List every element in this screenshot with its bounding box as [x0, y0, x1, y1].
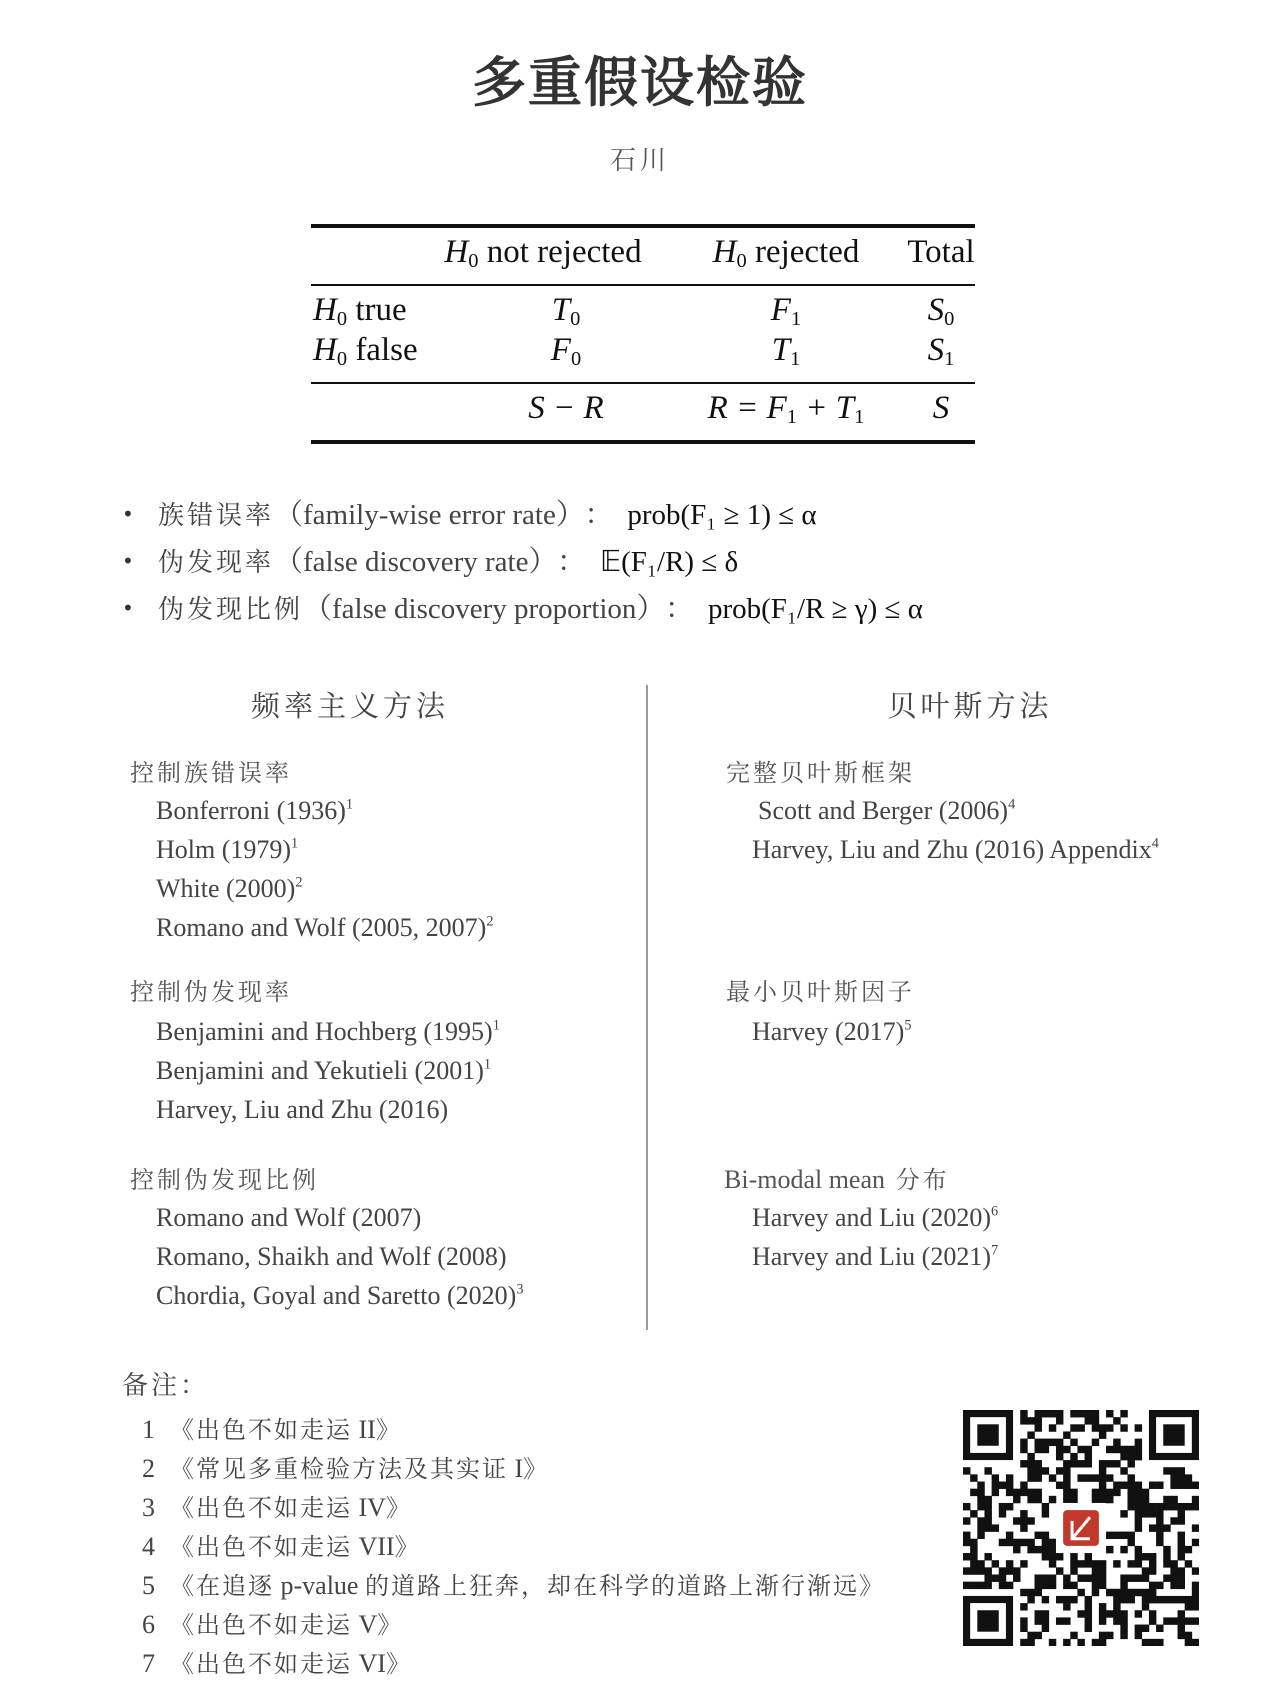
note-item: 3 《出色不如走运 IV》	[142, 1493, 412, 1522]
reference: Benjamini and Hochberg $(1995)^1$	[156, 1017, 500, 1046]
note-item: 6 《出色不如走运 V》	[142, 1610, 404, 1639]
header-not-rejected: $H_0$ not rejected	[444, 234, 642, 273]
table-bottom-rule	[311, 440, 975, 444]
cell-s1: $S_1$	[927, 332, 955, 371]
page-title: 多重假设检验	[472, 51, 808, 114]
reference: Harvey, Liu and Zhu (2016)	[156, 1095, 449, 1124]
note-item: 5 《在追逐 p-value 的道路上狂奔，却在科学的道路上渐行渐远》	[142, 1571, 885, 1600]
reference: Scott and Berger $(2006)^4$	[758, 796, 1016, 825]
bullet-dot-icon: •	[122, 596, 134, 620]
table-header-rule	[311, 284, 975, 286]
reference: Chordia, Goyal and Saretto $(2020)^3$	[156, 1281, 524, 1310]
cell-t0: $T_0$	[551, 292, 581, 331]
cell-f1: $F_1$	[770, 292, 802, 331]
notes-title: 备注：	[122, 1371, 210, 1401]
reference: Romano and Wolf (2005, 2007)$^2$	[156, 913, 494, 942]
total-r: $R = F_1 + T_1$	[707, 390, 865, 429]
reference: Holm $(1979)^1$	[156, 835, 299, 864]
section-title: 控制伪发现比例	[130, 1166, 319, 1194]
reference: Harvey, Liu and Zhu (2016) Appendix$^4$	[752, 835, 1159, 864]
note-item: 4 《出色不如走运 VII》	[142, 1532, 421, 1561]
total-s-minus-r: S − R	[528, 390, 604, 426]
right-column-heading: 贝叶斯方法	[887, 689, 1053, 723]
cell-s0: $S_0$	[927, 292, 955, 331]
section-title: 最小贝叶斯因子	[726, 978, 915, 1006]
section-title: Bi-modal mean 分布	[724, 1165, 950, 1194]
reference: Romano, Shaikh and Wolf (2008)	[156, 1242, 507, 1271]
bullet-fdp: • 伪发现比例（false discovery proportion） ： prob(F₁/R ≥ γ) ≤ α	[122, 593, 923, 625]
reference: Bonferroni $(1936)^1$	[156, 796, 354, 825]
note-item: 7 《出色不如走运 VI》	[142, 1649, 412, 1678]
section-title: 控制族错误率	[130, 759, 292, 787]
total-s: S	[932, 390, 950, 426]
bullet-fdr: • 伪发现率（false discovery rate） ： 𝔼(F₁/R) ≤ δ	[122, 546, 739, 578]
reference: White $(2000)^2$	[156, 874, 303, 903]
reference: Benjamini and Yekutieli $(2001)^1$	[156, 1056, 492, 1085]
column-divider	[646, 685, 648, 1330]
header-rejected: $H_0$ rejected	[712, 234, 860, 273]
table-top-rule	[311, 224, 975, 228]
reference: Harvey $(2017)^5$	[752, 1017, 912, 1046]
row-h0-false-label: $H_0$ false	[313, 332, 418, 371]
bullet-fwer: • 族错误率（family-wise error rate） ： prob(F₁ ≥ 1) ≤ α	[122, 499, 817, 531]
section-title: 控制伪发现率	[130, 978, 292, 1006]
reference: Harvey and Liu $(2021)^7$	[752, 1242, 999, 1271]
note-item: 1 《出色不如走运 II》	[142, 1415, 402, 1444]
header-total: Total	[907, 234, 975, 270]
table-body-rule	[311, 382, 975, 384]
bullet-dot-icon: •	[122, 502, 134, 526]
cell-t1: $T_1$	[771, 332, 801, 371]
left-column-heading: 频率主义方法	[250, 689, 449, 723]
note-item: 2 《常见多重检验方法及其实证 I》	[142, 1454, 550, 1483]
section-title: 完整贝叶斯框架	[726, 759, 915, 787]
author: 石川	[609, 146, 670, 176]
contingency-table	[311, 224, 975, 444]
reference: Harvey and Liu $(2020)^6$	[752, 1203, 999, 1232]
cell-f0: $F_0$	[550, 332, 582, 371]
reference: Romano and Wolf (2007)	[156, 1203, 422, 1232]
row-h0-true-label: $H_0$ true	[313, 292, 407, 331]
qr-code-icon	[963, 1410, 1199, 1646]
bullet-dot-icon: •	[122, 549, 134, 573]
